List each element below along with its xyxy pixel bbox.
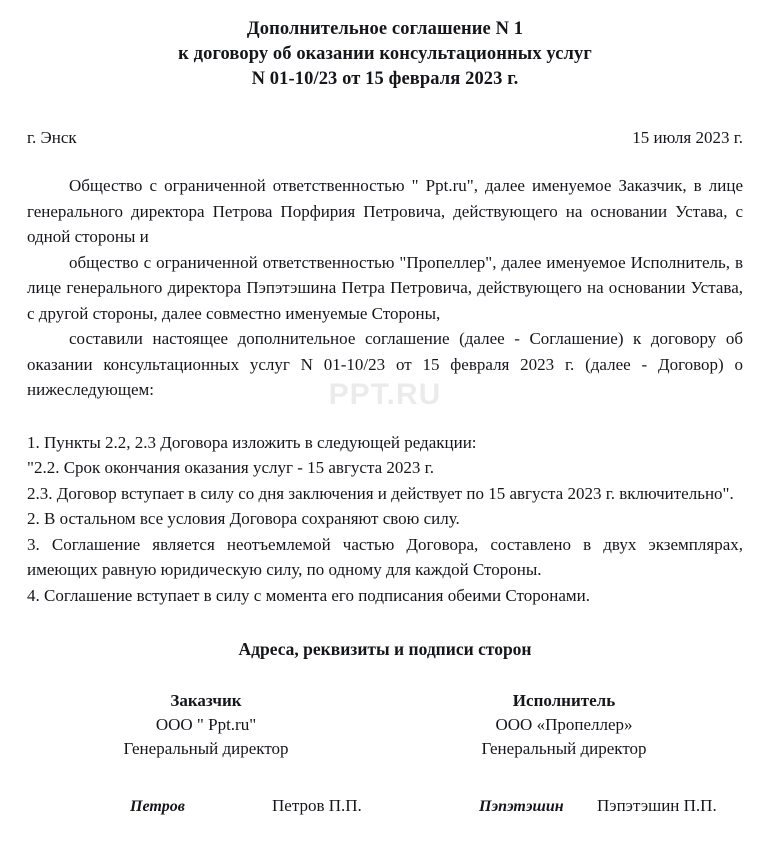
handwritten-signature: Пэпэтэшин xyxy=(479,798,564,815)
clause-item: 3. Соглашение является неотъемлемой частью Договора, составлено в двух экземплярах, имеющих равную юридическую силу, по одному для каждой Стороны. xyxy=(27,534,743,579)
signature-columns xyxy=(27,689,743,761)
clause-item: 2. В остальном все условия Договора сохраняют свою силу. xyxy=(27,509,460,528)
clause-item: 4. Соглашение вступает в силу с момента его подписания обеими Сторонами. xyxy=(27,585,590,605)
clause-item: "2.2. Срок окончания оказания услуг - 15 августа 2023 г. xyxy=(27,458,434,477)
clause-item: 1. Пункты 2.2, 2.3 Договора изложить в следующей редакции: xyxy=(27,432,477,452)
party-column-customer xyxy=(27,689,385,761)
city-date-row xyxy=(27,127,743,149)
party-position: Генеральный директор xyxy=(123,739,289,758)
party-role: Исполнитель xyxy=(512,691,616,710)
preamble-paragraph-3: составили настоящее дополнительное соглашение (далее - Соглашение) к договору об оказании консультационных услуг N 01-10/23 от 15 февраля 2023 г. (далее - Договор) о нижеследующем: xyxy=(27,329,743,399)
requisites-heading: Адреса, реквизиты и подписи сторон xyxy=(238,639,532,659)
party-column-contractor xyxy=(385,689,743,761)
preamble-paragraph-2: общество с ограниченной ответственностью "Пропеллер", далее именуемое Исполнитель, в лице генерального директора Пэпэтэшина Петра Петровича, действующего на основании Устава, с другой стороны, далее совместно именуемые Стороны, xyxy=(27,252,743,323)
preamble-paragraph-1: Общество с ограниченной ответственностью " Ppt.ru", далее именуемое Заказчик, в лице генерального директора Петрова Порфирия Петровича, действующего на основании Устава, с одной стороны и xyxy=(27,176,743,246)
document-title xyxy=(27,0,743,92)
date-label: 15 июля 2023 г. xyxy=(632,128,743,147)
party-position: Генеральный директор xyxy=(481,739,647,758)
signature-block-contractor xyxy=(394,794,743,819)
party-organization: ООО " Ppt.ru" xyxy=(155,715,257,734)
title-line-1: Дополнительное соглашение N 1 xyxy=(246,19,524,39)
document-content xyxy=(27,0,743,819)
ppt-ru-watermark: PPT.RU xyxy=(328,378,442,411)
preamble-block xyxy=(27,173,743,403)
party-organization: ООО «Пропеллер» xyxy=(495,715,633,734)
party-role: Заказчик xyxy=(170,691,242,710)
printed-name: Пэпэтэшин П.П. xyxy=(597,796,717,815)
signature-block-customer xyxy=(27,794,394,819)
city-label: г. Энск xyxy=(27,128,77,147)
title-line-3: N 01-10/23 от 15 февраля 2023 г. xyxy=(251,69,519,89)
title-line-2: к договору об оказании консультационных услуг xyxy=(178,44,592,64)
clause-list xyxy=(27,430,743,609)
signature-line-row xyxy=(27,794,743,819)
handwritten-signature: Петров xyxy=(130,798,185,815)
clause-item: 2.3. Договор вступает в силу со дня заключения и действует по 15 августа 2023 г. включительно". xyxy=(27,483,734,503)
printed-name: Петров П.П. xyxy=(272,796,362,815)
